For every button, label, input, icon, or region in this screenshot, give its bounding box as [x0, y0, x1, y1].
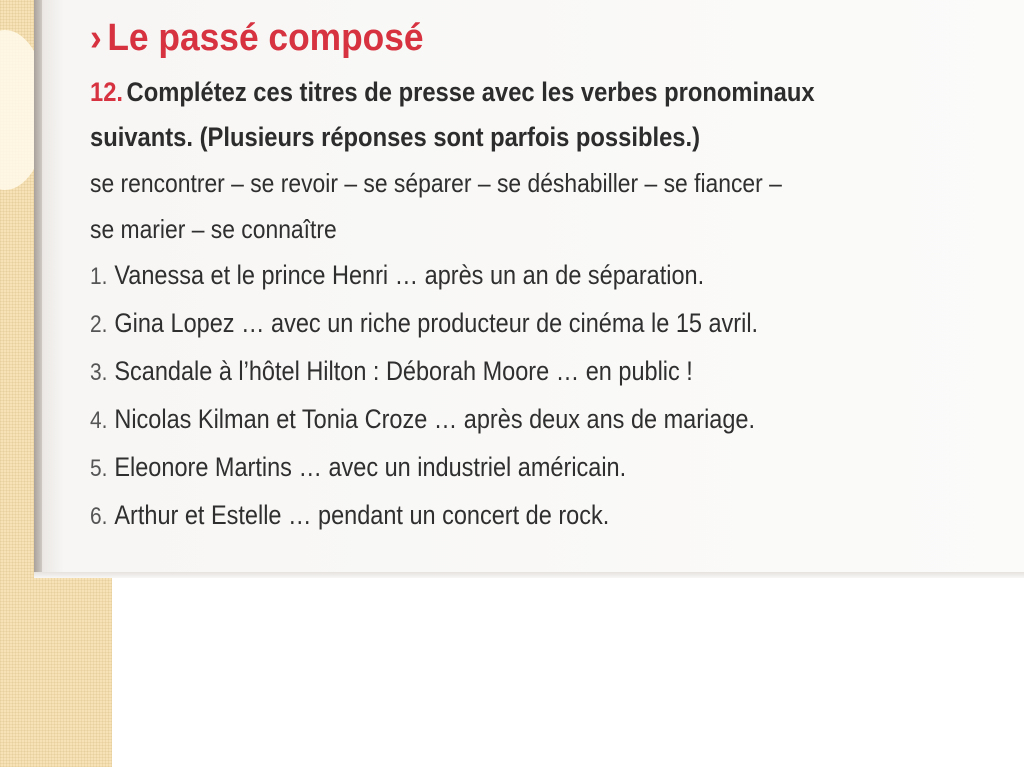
section-title: [90, 14, 955, 62]
instruction-line-1: Complétez ces titres de presse avec les verbes pronominaux: [126, 77, 815, 107]
item-text: Vanessa et le prince Henri … après un an de séparation.: [114, 260, 705, 290]
list-item: [90, 396, 899, 444]
item-text: Eleonore Martins … avec un industriel américain.: [114, 452, 627, 482]
list-item: [90, 252, 899, 300]
item-number: 6.: [90, 503, 108, 530]
list-item: [90, 492, 899, 540]
verb-list: [90, 160, 908, 252]
item-number: 2.: [90, 311, 108, 338]
scan-left-edge: [34, 0, 42, 578]
exercise-number: 12.: [90, 77, 124, 107]
exercise-content: [90, 14, 1020, 540]
list-item: [90, 444, 899, 492]
item-text: Gina Lopez … avec un riche producteur de cinéma le 15 avril.: [114, 308, 759, 338]
item-number: 1.: [90, 263, 108, 290]
item-number: 4.: [90, 407, 108, 434]
item-text: Arthur et Estelle … pendant un concert de rock.: [114, 500, 610, 530]
verb-list-line-1: se rencontrer – se revoir – se séparer – se déshabiller – se fiancer –: [90, 168, 782, 198]
item-text: Scandale à l’hôtel Hilton : Déborah Moore … en public !: [114, 356, 693, 386]
chevron-right-icon: ›: [90, 17, 102, 59]
scan-bottom-edge: [34, 572, 1024, 578]
list-item: [90, 300, 899, 348]
exercise-instruction: [90, 70, 908, 160]
list-item: [90, 348, 899, 396]
scanned-page: [34, 0, 1024, 578]
headline-list: [90, 252, 1020, 540]
section-title-text: Le passé composé: [107, 17, 424, 59]
instruction-line-2: suivants. (Plusieurs réponses sont parfois possibles.): [90, 122, 701, 152]
item-text: Nicolas Kilman et Tonia Croze … après deux ans de mariage.: [114, 404, 756, 434]
item-number: 3.: [90, 359, 108, 386]
item-number: 5.: [90, 455, 108, 482]
verb-list-line-2: se marier – se connaître: [90, 214, 337, 244]
